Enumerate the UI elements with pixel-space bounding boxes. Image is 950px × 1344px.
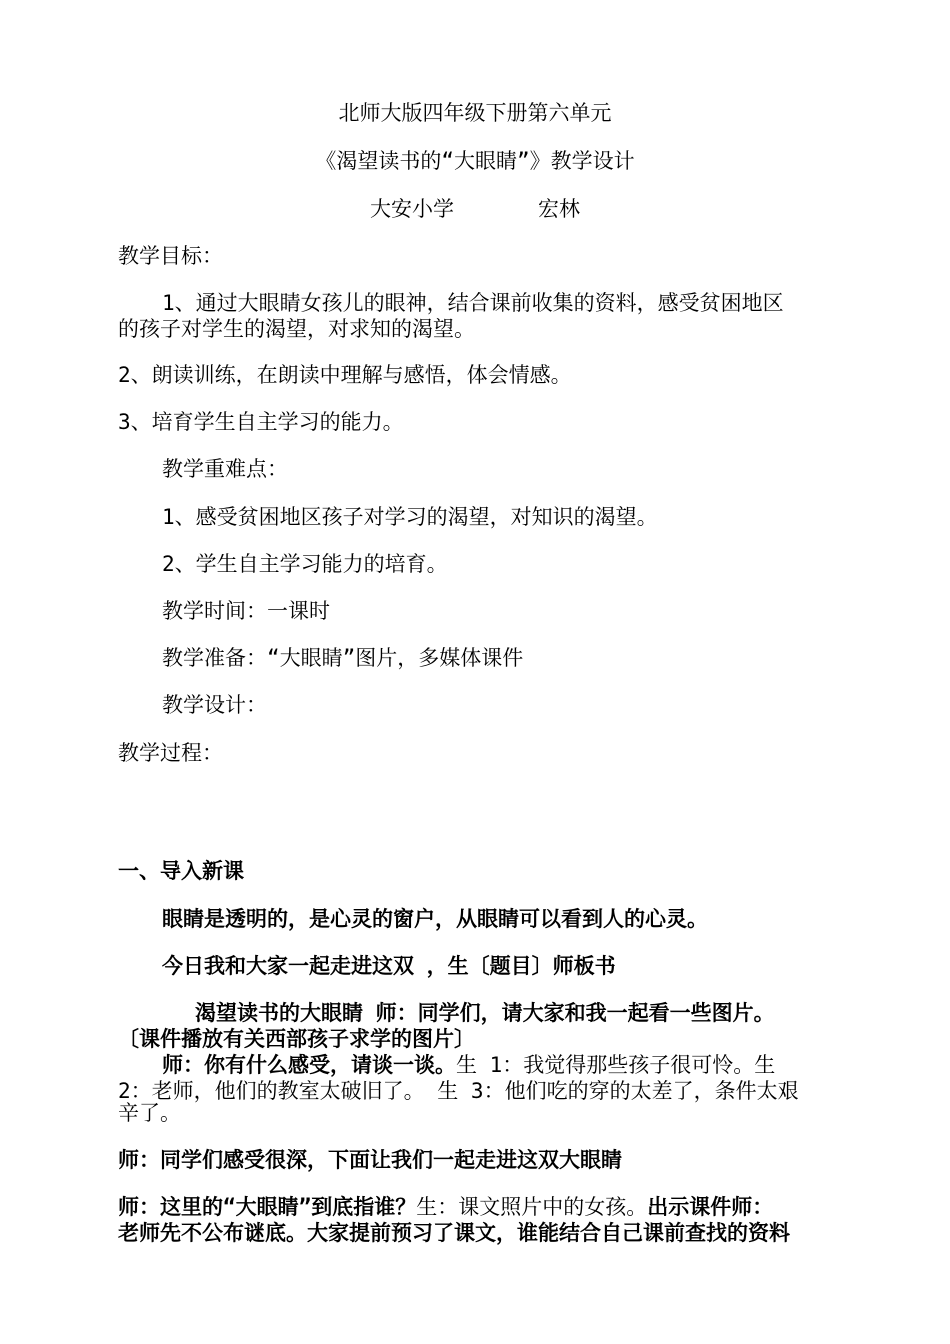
objective-2: 2、朗读训练，在朗读中理解与感悟，体会情感。: [118, 363, 572, 387]
student-answer-2: 生：课文照片中的女孩。: [416, 1195, 648, 1219]
document-title: 《渴望读书的“大眼睛”》教学设计: [315, 149, 635, 173]
objective-3: 3、培育学生自主学习的能力。: [118, 410, 404, 434]
school-name: 大安小学: [370, 197, 454, 221]
section-1-paragraph-1: 眼睛是透明的，是心灵的窗户，从眼睛可以看到人的心灵。: [162, 907, 708, 931]
courseware-note: 出示课件师：: [647, 1195, 774, 1219]
objective-1-line-1: 1、通过大眼睛女孩儿的眼神，结合课前收集的资料，感受贫困地区: [162, 291, 784, 315]
objective-1-line-2: 的孩子对学生的渴望，对求知的渴望。: [118, 317, 475, 341]
teaching-prep: 教学准备：“大眼睛”图片，多媒体课件: [162, 646, 524, 670]
school-author-line: [0, 196, 950, 222]
teacher-question-2: 师：这里的“大眼睛”到底指谁？: [118, 1195, 417, 1219]
section-1-paragraph-3-line-2: 〔课件播放有关西部孩子求学的图片〕: [118, 1027, 475, 1051]
key-point-2: 2、学生自主学习能力的培育。: [162, 552, 448, 576]
key-point-1: 1、感受贫困地区孩子对学习的渴望，对知识的渴望。: [162, 505, 658, 529]
section-1-paragraph-6-line-1: [118, 1194, 773, 1220]
author-name: 宏林: [538, 197, 580, 221]
section-1-paragraph-5: 师：同学们感受很深，下面让我们一起走进这双大眼睛: [118, 1148, 622, 1172]
teaching-process-label: 教学过程：: [118, 741, 223, 765]
unit-heading: 北师大版四年级下册第六单元: [338, 101, 612, 125]
student-answer: 生 1：我觉得那些孩子很可怜。生: [456, 1053, 776, 1077]
teaching-time: 教学时间：一课时: [162, 599, 330, 623]
key-points-heading: 教学重难点：: [162, 457, 288, 481]
section-1-paragraph-4-line-2: 2：老师，他们的教室太破旧了。 生 3：他们吃的穿的太差了，条件太艰: [118, 1079, 799, 1103]
section-1-paragraph-4-line-1: [162, 1052, 775, 1078]
section-1-paragraph-2: 今日我和大家一起走进这双 ，生〔题目〕师板书: [162, 954, 616, 978]
section-1-heading: 一、导入新课: [118, 859, 244, 883]
section-1-paragraph-4-line-3: 辛了。: [118, 1101, 181, 1125]
section-1-paragraph-6-line-2: 老师先不公布谜底。大家提前预习了课文，谁能结合自己课前查找的资料: [118, 1221, 790, 1245]
teaching-design-label: 教学设计：: [162, 693, 267, 717]
teacher-question: 师：你有什么感受，请谈一谈。: [162, 1053, 456, 1077]
objectives-heading: 教学目标：: [118, 244, 223, 268]
section-1-paragraph-3-line-1: 渴望读书的大眼睛 师：同学们，请大家和我一起看一些图片。: [195, 1001, 775, 1025]
